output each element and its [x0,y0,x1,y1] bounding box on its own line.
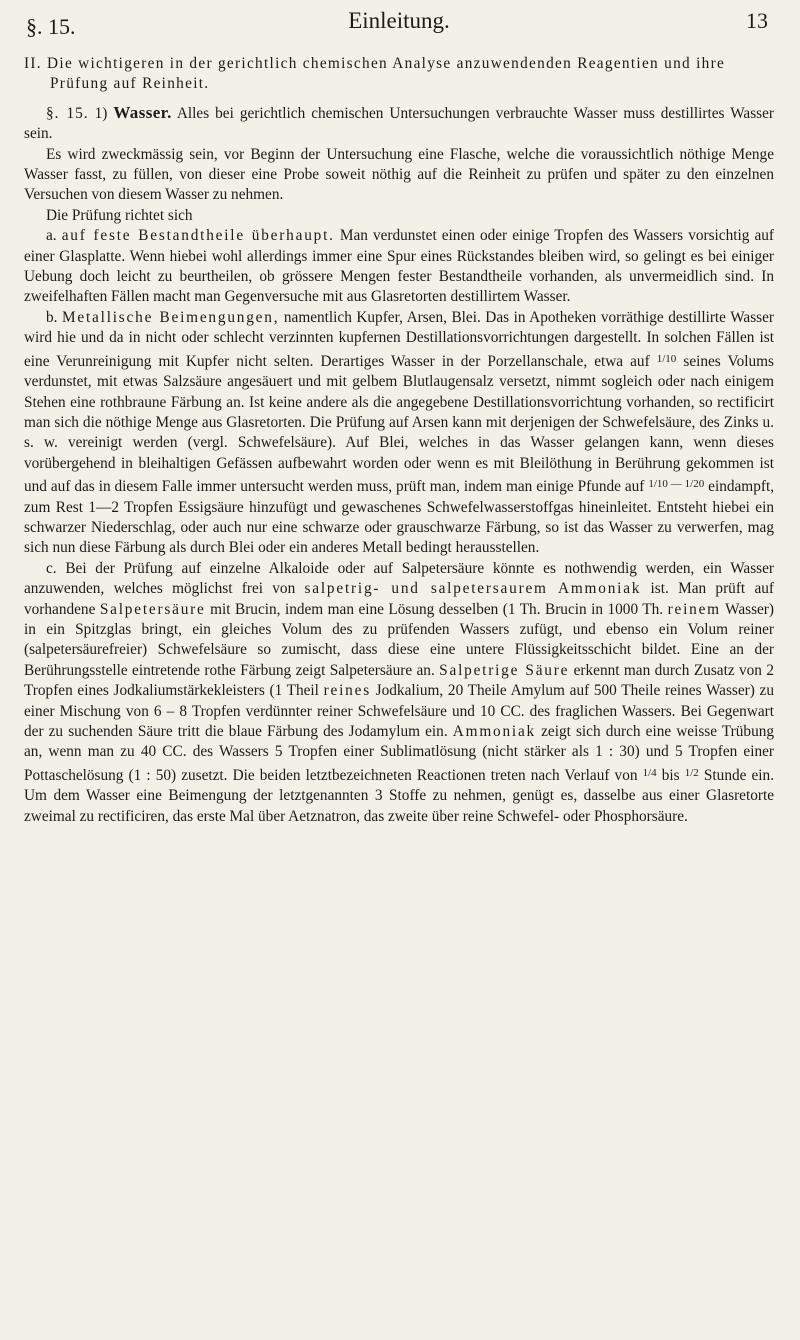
paragraph-text: Man verdunstet einen oder einige Tropfen des Wassers vorsichtig auf einer Glasplatte. Wenn hiebei wohl allerdings immer eine Spur eines Rückstandes bleiben wird, so gelingt es bei einiger Uebung doch leicht zu beurtheilen, ob grössere Mengen fester Bestandtheile vorhanden, als unvermeidlich sind. In zweifelhaften Fällen macht man Gegenversuche mit aus Glasretorten destillirtem Wasser. [24,227,774,306]
reagent-heading: Wasser. [113,102,172,122]
paragraph-text: namentlich Kupfer, Arsen, Blei. Das in Apotheken vorräthige destillirte Wasser wird hie und da in nicht oder schlecht verzinnten kupfernen Destillationsvorrichtungen dargestellt. In solchen Fällen ist eine Verunreinigung mit Kupfer nicht selten. Derartiges Wasser in der Porzellanschale, etwa auf [24,308,775,370]
spaced-term: Metallische Beimengungen, [62,308,280,326]
fraction: 1/10 [656,352,677,365]
fraction: 1/2 [684,766,699,779]
paragraph-text: seines Volums verdunstet, mit etwas Salzsäure angesäuert und mit gelbem Blutlaugensalz versetzt, nimmt sogleich oder nach einigem Stehen eine rothbraune Färbung an. Ist keine andere als die angegebene Destillationsvorrichtung vorhanden, so rectificirt man sich die nöthige Menge aus Glasretorten. Die Prüfung auf Arsen kann mit derjenigen der Schwefelsäure, des Zinks u. s. w. vereinigt werden (vergl. Schwefelsäure). Auf Blei, welches in das Wasser gelangen kann, wenn dieses vorübergehend in bleihaltigen Gefässen aufbewahrt worden oder wenn es mit Bleilöthung in Berührung gekommen ist und auf das in diesem Falle immer untersucht werden muss, prüft man, indem man einige Pfunde auf [24,352,775,496]
paragraph-text: mit Brucin, indem man eine Lösung desselben (1 Th. Brucin in 1000 Th. [210,600,664,618]
spaced-term: Salpetrige Säure [439,661,570,679]
paragraph-text: bis [661,766,680,784]
item-label: a. [46,227,57,245]
paragraph-a-solids [24,226,774,308]
spaced-term: auf feste Bestandtheile überhaupt. [61,227,335,245]
paragraph-test-intro: Die Prüfung richtet sich [46,206,193,224]
section-heading [24,54,774,95]
running-head [24,6,774,46]
spaced-term: Ammoniak [452,723,537,740]
page-title: Einleitung. [348,8,450,33]
paragraph-text: Wasser) in ein Spitzglas bringt, ein gleiches Volum des zu prüfenden Wassers zufügt, und ebenso ein Volum reiner (salpetersäurefreier) Schwefelsäure so zumischt, dass diese eine untere Flüssigkeitsschicht bildet. Eine an der Berührungsstelle eintretende rothe Färbung zeigt Salpetersäure an. [24,600,774,679]
paragraph-text: Bei der Prüfung auf einzelne Alkaloide oder auf Salpetersäure könnte es nothwendig werden, ein Wasser anzuwenden, welches möglichst frei von [24,559,774,598]
spaced-term: Salpetersäure [99,600,206,618]
paragraph-text: zeigt sich durch eine weisse Trübung an, wenn man zu 40 CC. des Wassers 5 Tropfen einer Sublimatlösung (nicht stärker als 1 : 30) und 5 Tropfen einer Pottaschelösung (1 : 50) zusetzt. Die beiden letztbezeichneten Reactionen treten nach Verlauf von [24,723,775,784]
paragraph-text: Jodkalium, 20 Theile Amylum auf 500 Theile reines Wasser) zu einer Mischung von 6 – 8 Tropfen verdünnter reiner Schwefelsäure und 10 CC. des fraglichen Wassers. Bei Gegenwart der zu suchenden Säure tritt die blaue Färbung des Jodamylum ein. [24,682,774,740]
spaced-term: salpetrig- und salpetersaurem Ammoniak [304,580,642,598]
paragraph-text: Stunde ein. Um dem Wasser eine Beimengung der letztgenannten 3 Stoffe zu nehmen, genügt es, dasselbe aus einer Glasretorte zweimal zu rectificiren, das erste Mal über Aetznatron, das zweite über reine Schwefel- oder Phosphorsäure. [24,766,775,825]
paragraph-text: ist. Man prüft auf vorhandene [24,580,774,618]
paragraph-c-nitrogen [24,559,774,827]
body-text [24,54,774,827]
item-number: 1) [94,104,108,122]
page-number: 13 [746,8,768,33]
paragraph-text: Alles bei gerichtlich chemischen Untersuchungen verbrauchte Wasser muss destillirtes Wasser sein. [24,104,775,143]
paragraph-flask: Es wird zweckmässig sein, vor Beginn der Untersuchung eine Flasche, welche die voraussichtlich nöthige Menge Wasser fasst, zu füllen, von dieser eine Probe soweit nöthig auf die Reinheit zu prüfen und später zu den einzelnen Versuchen von diesem Wasser zu nehmen. [24,145,774,204]
paragraph-mark: §. 15. [46,104,89,122]
item-label: b. [46,308,58,326]
section-reference: §. 15. [26,14,76,39]
paragraph-b-metals [24,308,774,559]
paragraph-text: erkennt man durch Zusatz von 2 Tropfen eines Jodkaliumstärkekleisters (1 Theil [24,661,774,700]
section-numeral: II. [24,55,42,72]
fraction: 1/4 [642,766,657,779]
paragraph-text: eindampft, zum Rest 1—2 Tropfen Essigsäure hinzufügt und gewaschenes Schwefelwasserstoffgas hineinleitet. Entsteht hiebei ein schwarzer Niederschlag, oder auch nur eine schwarze oder grauschwarze Färbung, so ist das Wasser zu verwerfen, mag sich nun diese Färbung als durch Blei oder ein anderes Metall bedingt herausstellen. [24,478,775,557]
fraction: 1/10 — 1/20 [648,478,705,491]
item-label: c. [46,559,57,577]
spaced-term: reines [323,682,371,700]
paragraph-water-intro [24,103,774,145]
spaced-term: reinem [667,600,721,618]
section-heading-text: Die wichtigeren in der gerichtlich chemischen Analyse anzuwendenden Reagentien und ihre Prüfung auf Reinheit. [47,55,726,93]
